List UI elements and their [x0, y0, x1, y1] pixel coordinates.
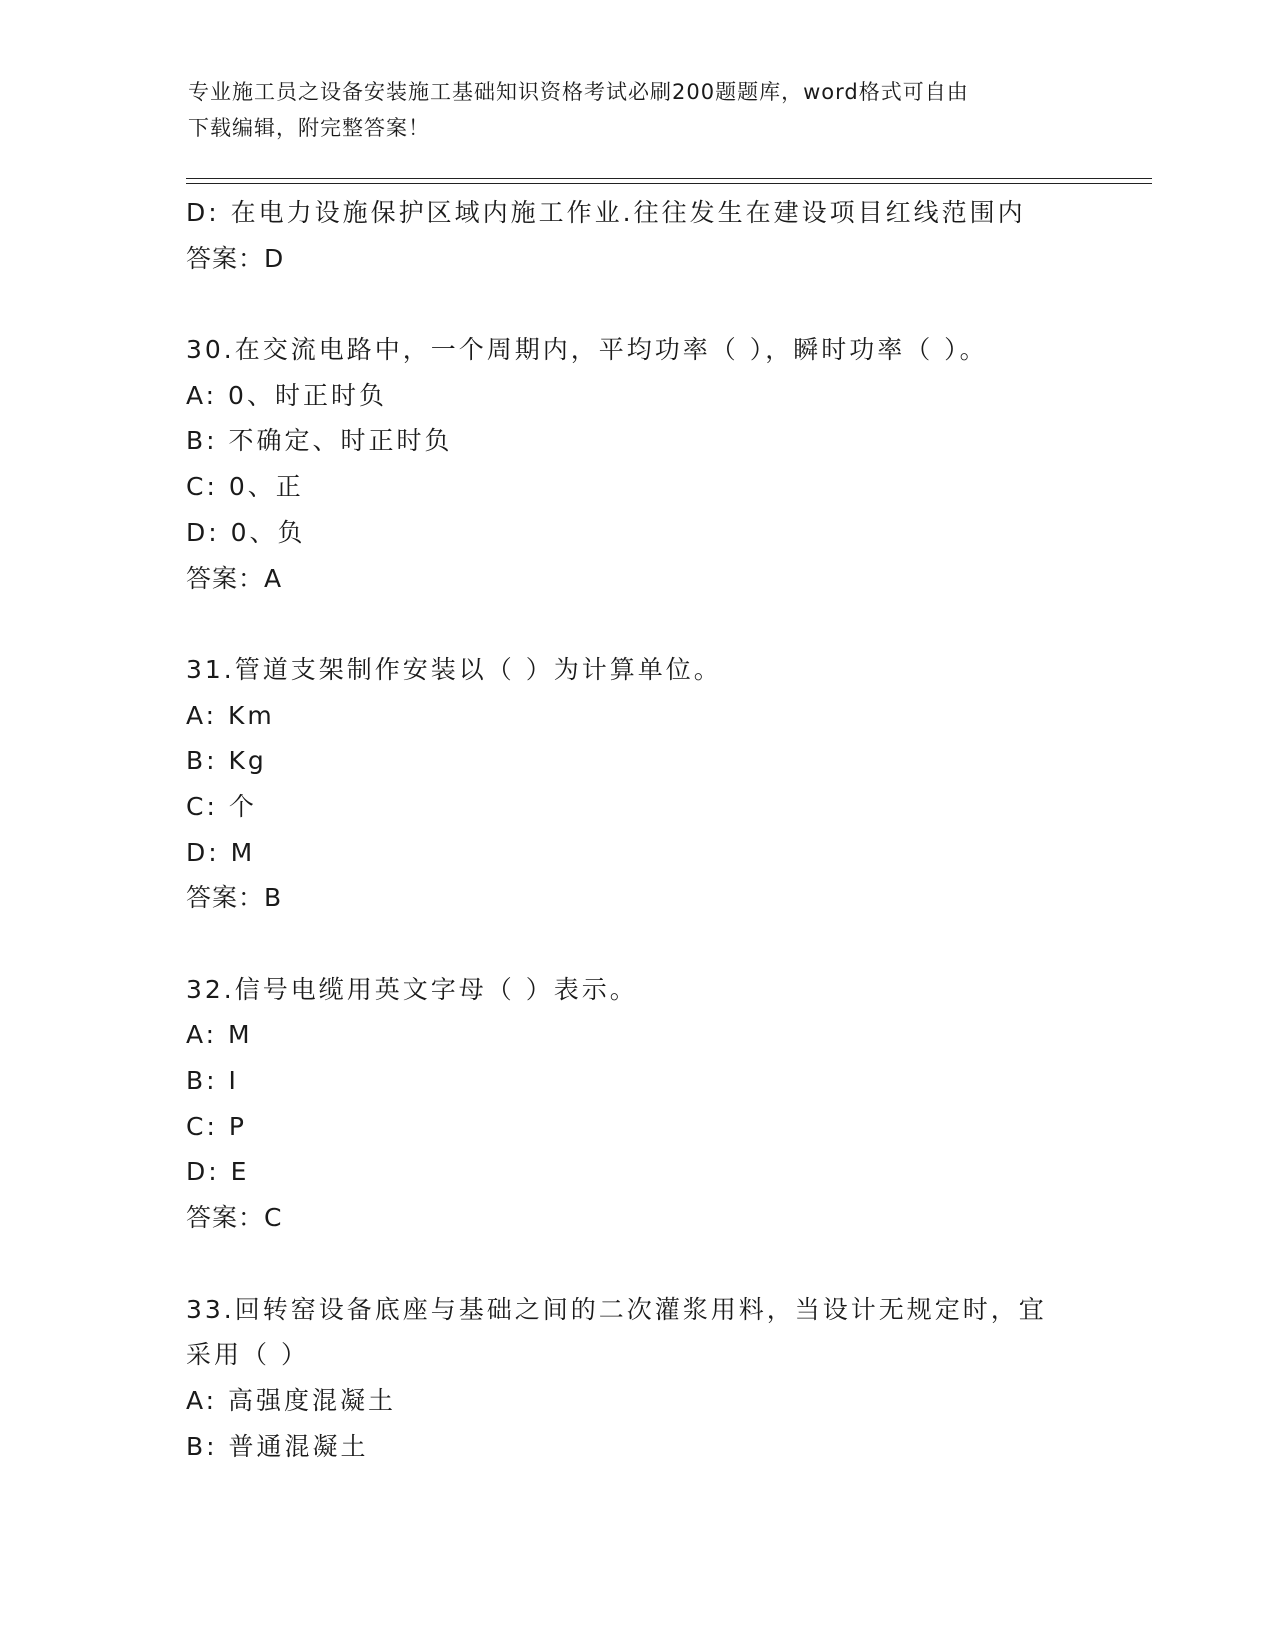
- question-stem-line-1: 33.回转窑设备底座与基础之间的二次灌浆用料，当设计无规定时，宜: [186, 1294, 1047, 1324]
- answer-line: 答案：B: [186, 883, 283, 913]
- option-c: C: P: [186, 1111, 247, 1141]
- document-header: [188, 74, 1088, 146]
- document-body: [186, 190, 1146, 1469]
- option-d: D: 0、负: [186, 517, 306, 547]
- option-b: B: 不确定、时正时负: [186, 426, 453, 456]
- option-d: D: M: [186, 837, 256, 867]
- option-a: A: M: [186, 1020, 253, 1050]
- header-divider-bottom: [186, 183, 1152, 184]
- option-a: A: 0、时正时负: [186, 380, 387, 410]
- option-d: D: 在电力设施保护区域内施工作业.往往发生在建设项目红线范围内: [186, 198, 1026, 227]
- header-line-2: 下载编辑，附完整答案！: [188, 116, 430, 140]
- answer-line: 答案：C: [186, 1203, 283, 1233]
- question-stem-line-2: 采用（ ）: [186, 1340, 309, 1370]
- question-33: [186, 1287, 1146, 1470]
- question-30: [186, 327, 1146, 601]
- option-c: C: 个: [186, 791, 257, 821]
- option-b: B: Kg: [186, 746, 267, 776]
- question-stem: 30.在交流电路中，一个周期内，平均功率（ ），瞬时功率（ ）。: [186, 335, 988, 365]
- question-31: [186, 647, 1146, 921]
- question-stem: 32.信号电缆用英文字母（ ）表示。: [186, 974, 638, 1004]
- option-c: C: 0、正: [186, 472, 304, 502]
- option-d: D: E: [186, 1157, 250, 1187]
- option-b: B: 普通混凝土: [186, 1431, 369, 1461]
- option-b: B: I: [186, 1066, 239, 1096]
- header-line-1: 专业施工员之设备安装施工基础知识资格考试必刷200题题库，word格式可自由: [188, 80, 969, 104]
- question-stem: 31.管道支架制作安装以（ ）为计算单位。: [186, 654, 722, 684]
- answer-line: 答案：A: [186, 563, 283, 593]
- answer-line: 答案：D: [186, 243, 285, 273]
- option-a: A: Km: [186, 700, 275, 730]
- header-divider-top: [186, 178, 1152, 179]
- option-a: A: 高强度混凝土: [186, 1385, 397, 1415]
- question-32: [186, 967, 1146, 1241]
